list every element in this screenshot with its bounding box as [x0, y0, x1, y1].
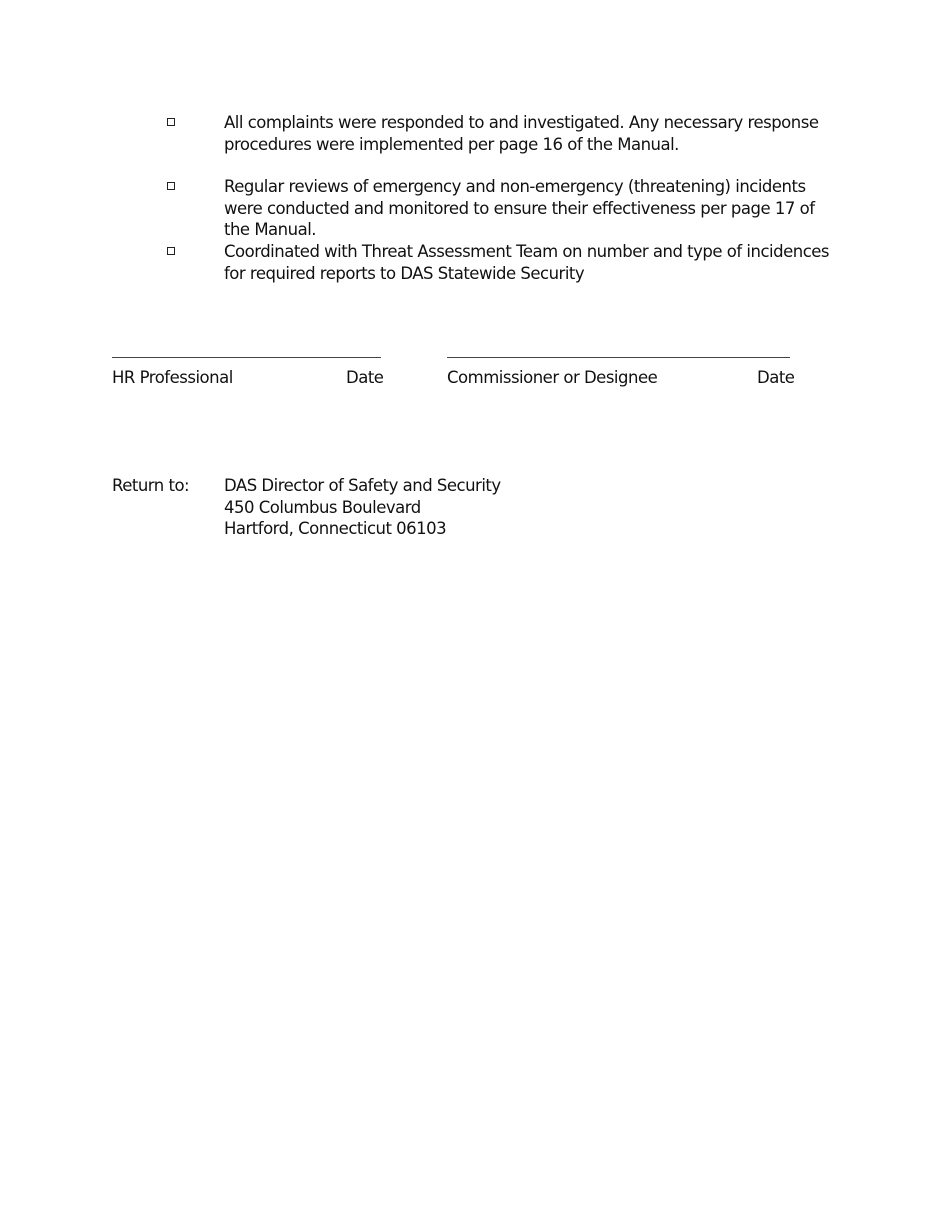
commissioner-label: Commissioner or Designee [447, 368, 658, 387]
commissioner-date-label: Date [757, 368, 795, 387]
checklist-item-text: All complaints were responded to and investigated. Any necessary response procedures were implemented per page 16 of the Manual. [224, 113, 819, 154]
address-line: DAS Director of Safety and Security [224, 476, 501, 495]
checkbox[interactable] [167, 247, 175, 255]
checklist-item-text: Coordinated with Threat Assessment Team on number and type of incidences for required reports to DAS Statewide Security [224, 242, 830, 283]
checkbox[interactable] [167, 118, 175, 126]
hr-date-label: Date [346, 368, 384, 387]
commissioner-signature-line[interactable] [447, 357, 790, 358]
return-to-label: Return to: [112, 476, 190, 495]
address-line: 450 Columbus Boulevard [224, 497, 421, 517]
hr-signature-line[interactable] [112, 357, 381, 358]
checkbox[interactable] [167, 182, 175, 190]
checklist-item-text: Regular reviews of emergency and non-emergency (threatening) incidents were conducted and monitored to ensure their effectiveness per page 17 of the Manual. [224, 177, 815, 239]
hr-professional-label: HR Professional [112, 368, 233, 387]
address-line: Hartford, Connecticut 06103 [224, 519, 447, 538]
return-address [224, 475, 501, 540]
